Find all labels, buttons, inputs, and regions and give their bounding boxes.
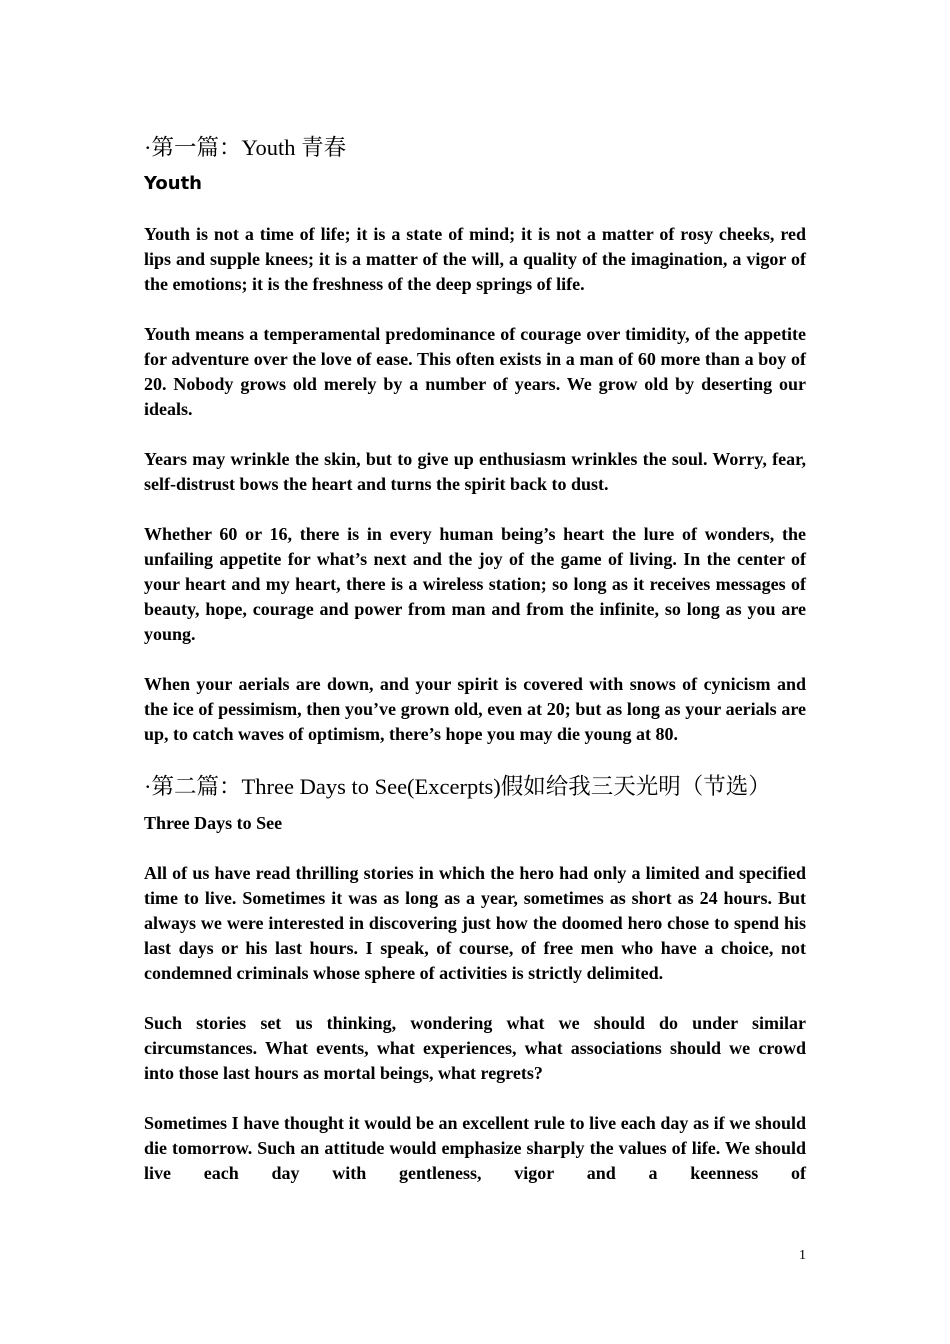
paragraph: Youth is not a time of life; it is a state of mind; it is not a matter of rosy cheeks, red lips and supple knees; it is a matter of the will, a quality of the imagination, a vigor of the emotions; it is the freshness of the deep springs of life. [144, 224, 806, 294]
paragraph: When your aerials are down, and your spirit is covered with snows of cynicism and the ice of pessimism, then you’ve grown old, even at 20; but as long as your aerials are up, to catch waves of optimism, there’s hope you may die young at 80. [144, 674, 806, 744]
section-heading: ·第一篇：Youth 青春 [144, 135, 347, 160]
paragraph: Years may wrinkle the skin, but to give up enthusiasm wrinkles the soul. Worry, fear, self-distrust bows the heart and turns the spirit back to dust. [144, 449, 806, 494]
document-page [144, 130, 806, 1211]
paragraph: Such stories set us thinking, wondering what we should do under similar circumstances. What events, what experiences, what associations should we crowd into those last hours as mortal beings, what regrets? [144, 1013, 806, 1083]
article-title: Three Days to See [144, 813, 283, 833]
article-title: Youth [144, 173, 202, 194]
paragraph: All of us have read thrilling stories in which the hero had only a limited and specified time to live. Sometimes it was as long as a year, sometimes as short as 24 hours. But always we were interested in discovering just how the doomed hero chose to spend his last days or his last hours. I speak, of course, of free men who have a choice, not condemned criminals whose sphere of activities is strictly delimited. [144, 863, 806, 983]
paragraph: Whether 60 or 16, there is in every human being’s heart the lure of wonders, the unfailing appetite for what’s next and the joy of the game of living. In the center of your heart and my heart, there is a wireless station; so long as it receives messages of beauty, hope, courage and power from man and from the infinite, so long as you are young. [144, 524, 806, 644]
section-heading: ·第二篇：Three Days to See(Excerpts)假如给我三天光明（节选） [144, 774, 771, 799]
paragraph: Sometimes I have thought it would be an excellent rule to live each day as if we should die tomorrow. Such an attitude would emphasize sharply the values of life. We should live each day with gentleness, vigor and a keenness of [144, 1113, 806, 1183]
paragraph: Youth means a temperamental predominance of courage over timidity, of the appetite for adventure over the love of ease. This often exists in a man of 60 more than a boy of 20. Nobody grows old merely by a number of years. We grow old by deserting our ideals. [144, 324, 806, 419]
page-number: 1 [799, 1248, 806, 1263]
